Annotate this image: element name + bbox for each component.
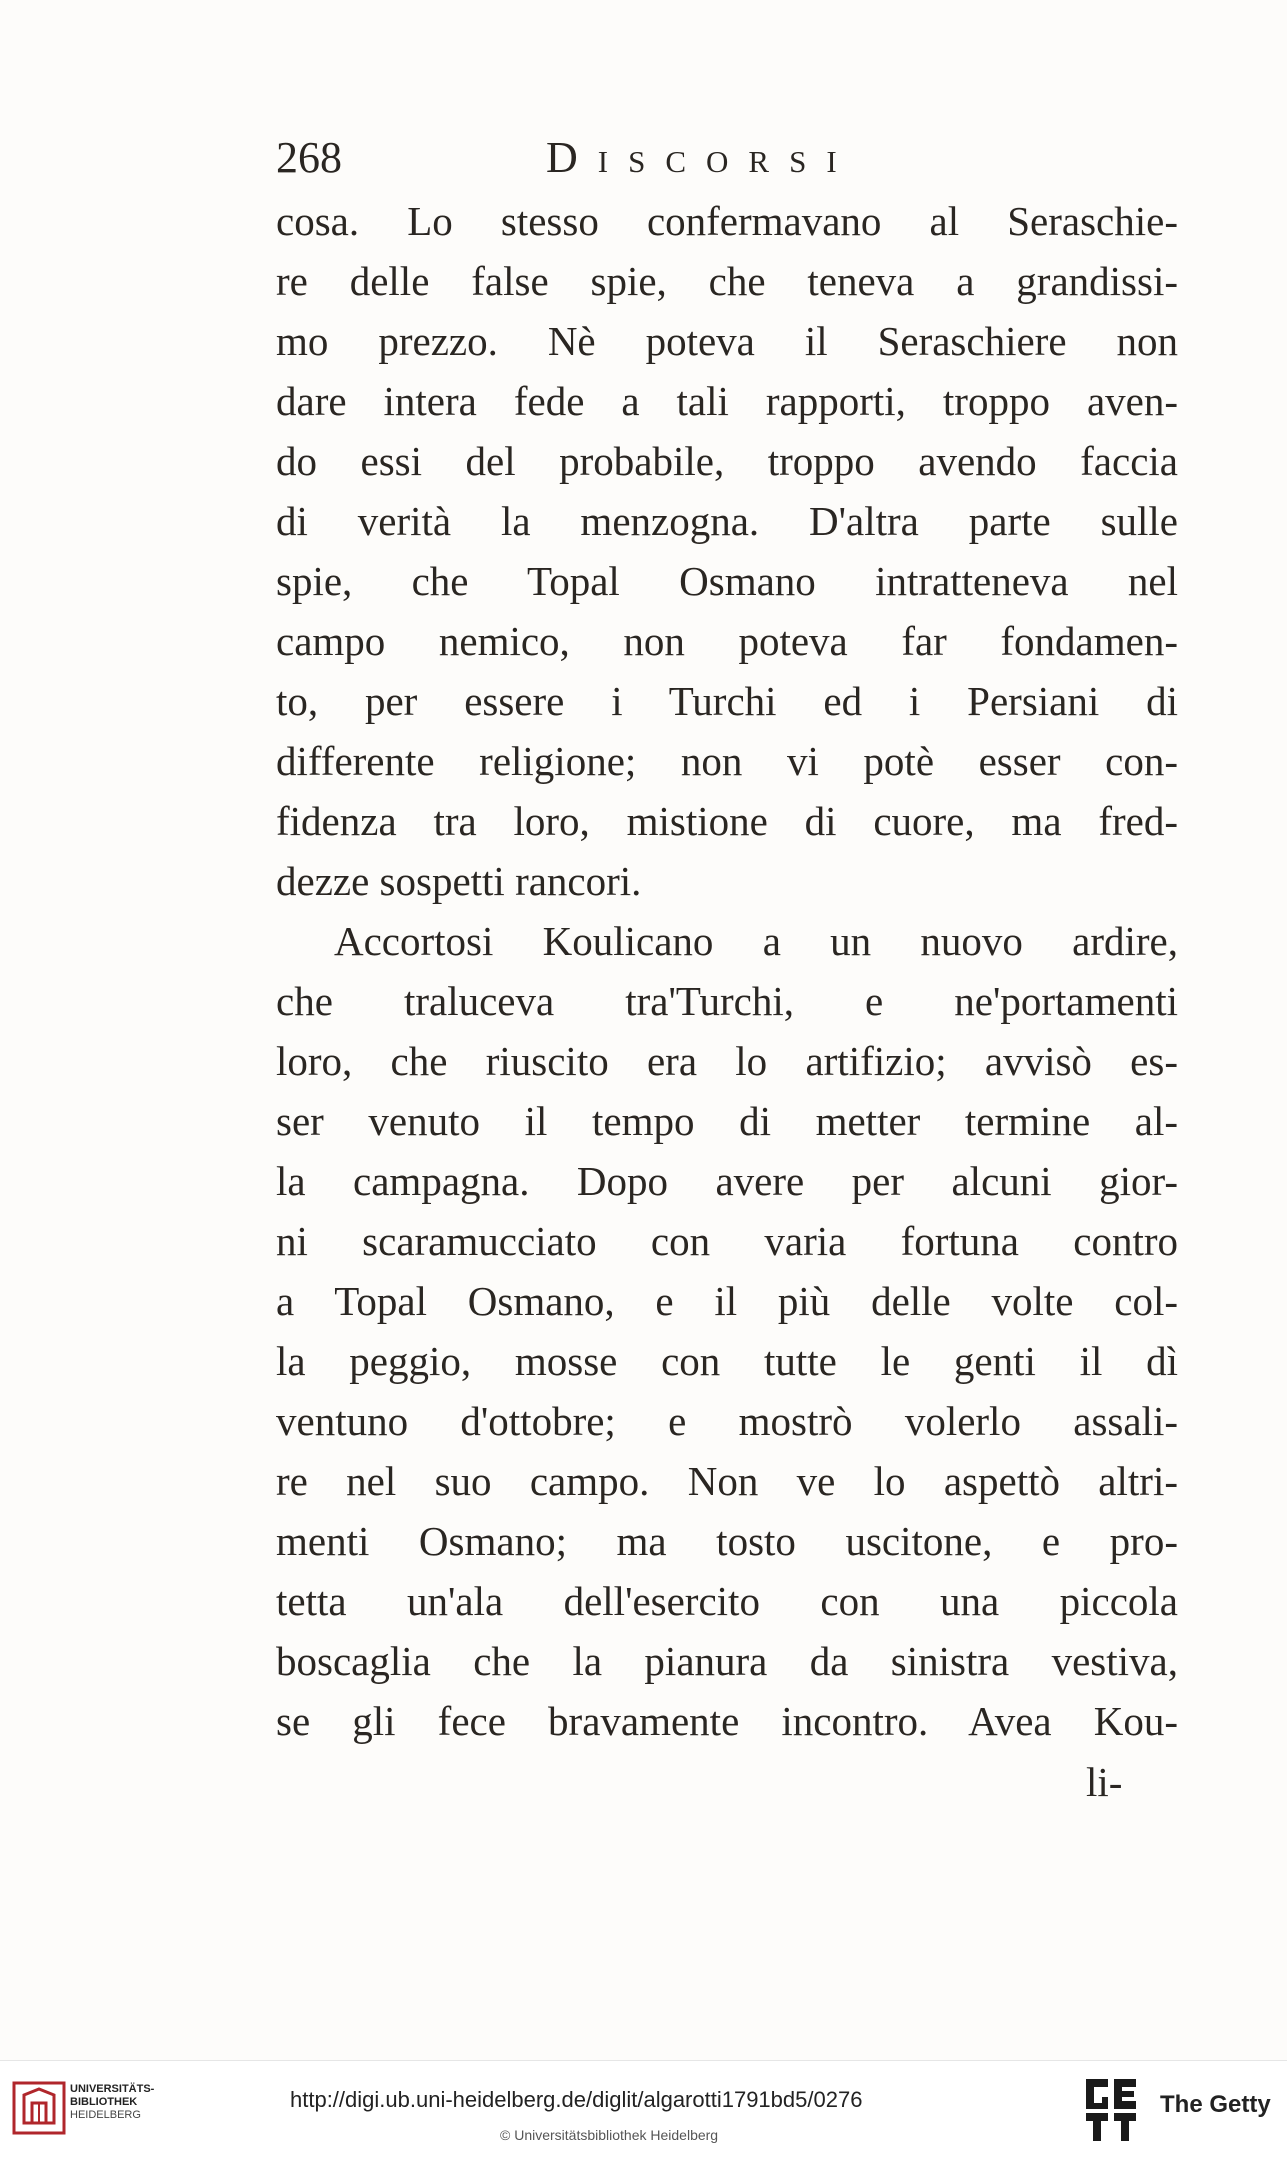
library-name-line: HEIDELBERG [70, 2109, 141, 2121]
page-header [276, 128, 916, 188]
library-name [70, 2083, 154, 2122]
text-line: loro, che riuscito era lo artifizio; avvisò es- [276, 1038, 1178, 1084]
library-name-line: BIBLIOTHEK [70, 2096, 138, 2108]
text-line: ventuno d'ottobre; e mostrò volerlo assali- [276, 1398, 1178, 1444]
getty-logo-icon [1082, 2075, 1140, 2143]
text-line: dezze sospetti rancori. [276, 858, 642, 904]
text-line: re delle false spie, che teneva a grandissi- [276, 258, 1178, 304]
text-line: cosa. Lo stesso confermavano al Seraschie- [276, 198, 1178, 244]
text-line: tetta un'ala dell'esercito con una piccola [276, 1578, 1178, 1624]
text-line: di verità la menzogna. D'altra parte sulle [276, 498, 1178, 544]
text-line: ni scaramucciato con varia fortuna contro [276, 1218, 1178, 1264]
text-line: campo nemico, non poteva far fondamen- [276, 618, 1178, 664]
running-head: Discorsi [546, 133, 857, 182]
text-line: Accortosi Koulicano a un nuovo ardire, [334, 918, 1178, 964]
getty-label: The Getty [1160, 2091, 1271, 2118]
text-line: spie, che Topal Osmano intratteneva nel [276, 558, 1178, 604]
text-line: mo prezzo. Nè poteva il Seraschiere non [276, 318, 1178, 364]
text-line: re nel suo campo. Non ve lo aspettò altri- [276, 1458, 1178, 1504]
page-number: 268 [276, 133, 342, 182]
library-name-line: UNIVERSITÄTS- [70, 2083, 155, 2095]
text-line: to, per essere i Turchi ed i Persiani di [276, 678, 1178, 724]
text-line: do essi del probabile, troppo avendo faccia [276, 438, 1178, 484]
copyright-notice: © Universitätsbibliothek Heidelberg [500, 2127, 719, 2143]
text-line: ser venuto il tempo di metter termine al- [276, 1098, 1178, 1144]
text-line: differente religione; non vi potè esser con- [276, 738, 1178, 784]
catchword: li- [1086, 1759, 1123, 1805]
university-seal-icon [12, 2081, 66, 2135]
text-line: la peggio, mosse con tutte le genti il dì [276, 1338, 1178, 1384]
text-line: se gli fece bravamente incontro. Avea Kou- [276, 1698, 1178, 1744]
permalink-url[interactable]: http://digi.ub.uni-heidelberg.de/diglit/algarotti1791bd5/0276 [290, 2087, 863, 2112]
body-text [276, 191, 1178, 1751]
text-line: che traluceva tra'Turchi, e ne'portamenti [276, 978, 1178, 1024]
viewer-footer [0, 2060, 1287, 2159]
text-line: la campagna. Dopo avere per alcuni gior- [276, 1158, 1178, 1204]
text-line: menti Osmano; ma tosto uscitone, e pro- [276, 1518, 1178, 1564]
text-line: a Topal Osmano, e il più delle volte col- [276, 1278, 1178, 1324]
text-line: boscaglia che la pianura da sinistra vestiva, [276, 1638, 1178, 1684]
text-line: fidenza tra loro, mistione di cuore, ma fred- [276, 798, 1178, 844]
text-line: dare intera fede a tali rapporti, troppo aven- [276, 378, 1178, 424]
